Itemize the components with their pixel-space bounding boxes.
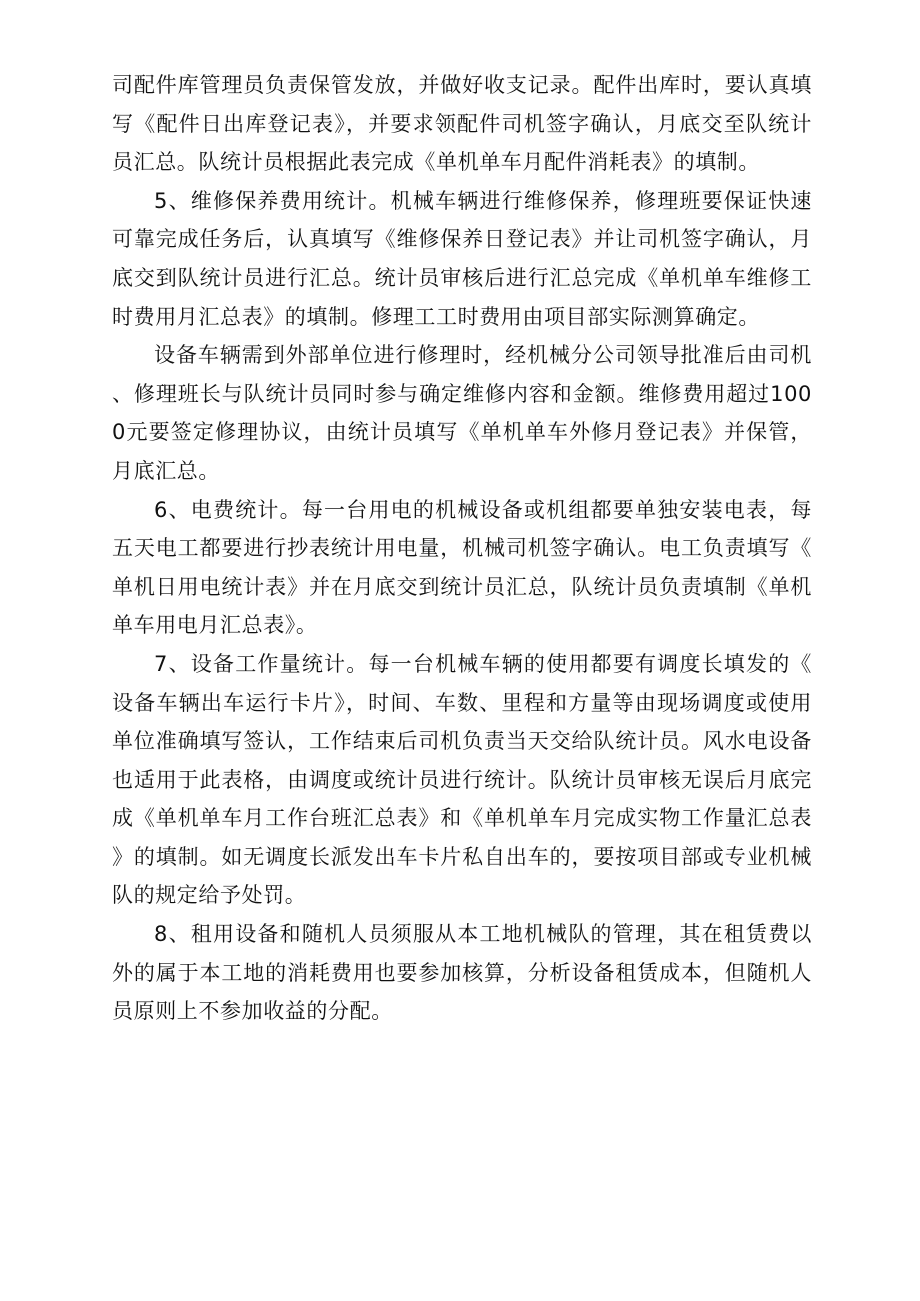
document-page: [112, 66, 812, 1031]
paragraph-item-5-external-repair: 设备车辆需到外部单位进行修理时，经机械分公司领导批准后由司机、修理班长与队统计员同时参与确定维修内容和金额。维修费用超过1000元要签定修理协议，由统计员填写《单机单车外修月登记表》并保管，月底汇总。: [112, 343, 812, 483]
paragraph-item-8-rented-equipment: 8、租用设备和随机人员须服从本工地机械队的管理，其在租赁费以外的属于本工地的消耗费用也要参加核算，分析设备租赁成本，但随机人员原则上不参加收益的分配。: [112, 922, 812, 1024]
paragraph-continuation: 司配件库管理员负责保管发放，并做好收支记录。配件出库时，要认真填写《配件日出库登记表》，并要求领配件司机签字确认，月底交至队统计员汇总。队统计员根据此表完成《单机单车月配件消耗表》的填制。: [112, 73, 812, 175]
paragraph-item-7-workload: 7、设备工作量统计。每一台机械车辆的使用都要有调度长填发的《设备车辆出车运行卡片》，时间、车数、里程和方量等由现场调度或使用单位准确填写签认，工作结束后司机负责当天交给队统计员。风水电设备也适用于此表格，由调度或统计员进行统计。队统计员审核无误后月底完成《单机单车月工作台班汇总表》和《单机单车月完成实物工作量汇总表》的填制。如无调度长派发出车卡片私自出车的，要按项目部或专业机械队的规定给予处罚。: [112, 651, 812, 908]
paragraph-item-5-maintenance-cost: 5、维修保养费用统计。机械车辆进行维修保养，修理班要保证快速可靠完成任务后，认真填写《维修保养日登记表》并让司机签字确认，月底交到队统计员进行汇总。统计员审核后进行汇总完成《单机单车维修工时费用月汇总表》的填制。修理工工时费用由项目部实际测算确定。: [112, 188, 812, 329]
paragraph-item-6-electricity: 6、电费统计。每一台用电的机械设备或机组都要单独安装电表，每五天电工都要进行抄表统计用电量，机械司机签字确认。电工负责填写《单机日用电统计表》并在月底交到统计员汇总，队统计员负责填制《单机单车用电月汇总表》。: [112, 497, 812, 638]
